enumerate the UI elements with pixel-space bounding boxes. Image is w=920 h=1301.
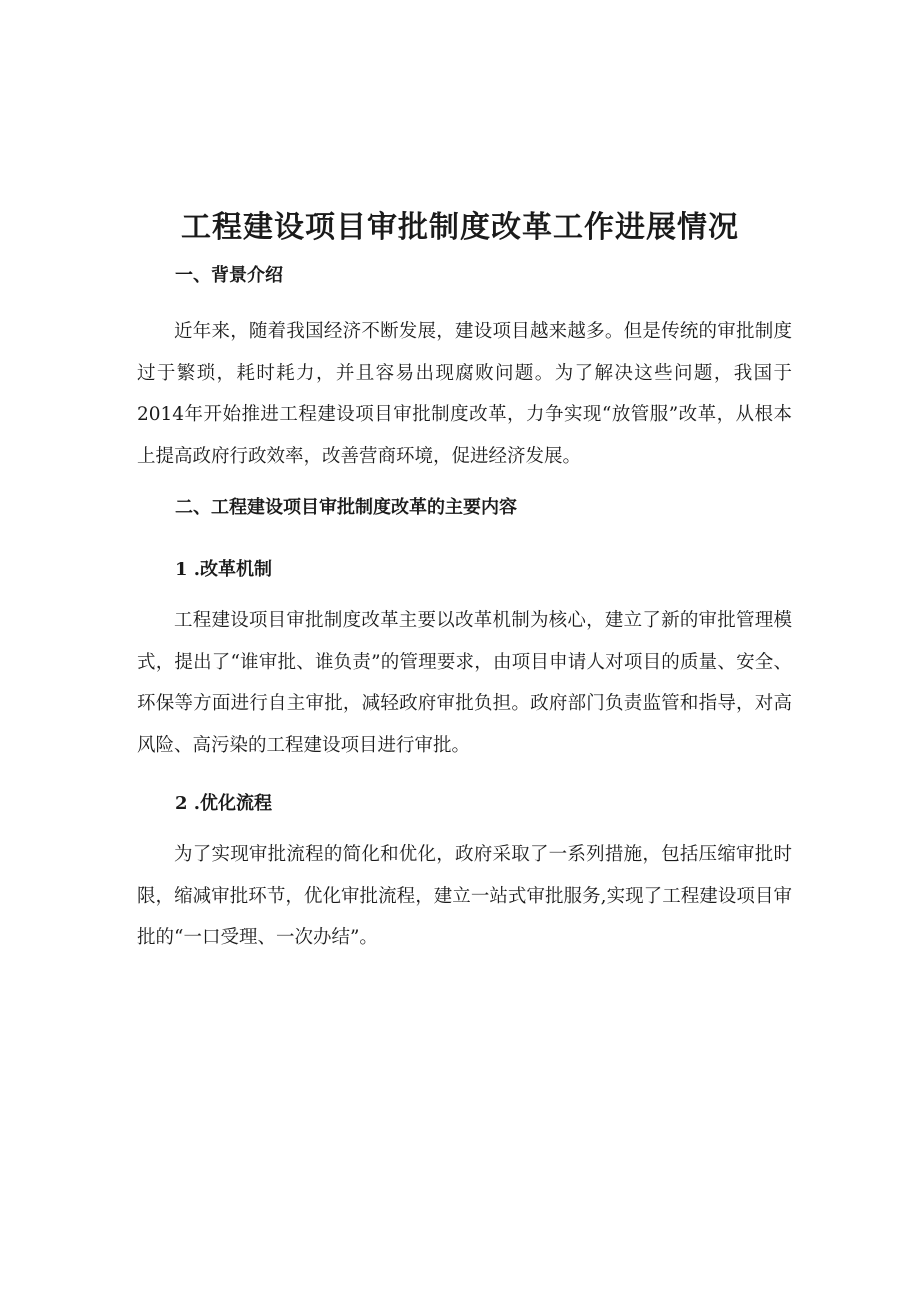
section-heading-main-content: 二、工程建设项目审批制度改革的主要内容: [175, 497, 517, 518]
paragraph-reform-mechanism: 工程建设项目审批制度改革主要以改革机制为核心，建立了新的审批管理模式，提出了“谁审批、谁负责”的管理要求，由项目申请人对项目的质量、安全、环保等方面进行自主审批，减轻政府审批负担。政府部门负责监管和指导，对高风险、高污染的工程建设项目进行审批。: [137, 610, 792, 756]
paragraph-background: 近年来，随着我国经济不断发展，建设项目越来越多。但是传统的审批制度过于繁琐，耗时耗力，并且容易出现腐败问题。为了解决这些问题，我国于2014年开始推进工程建设项目审批制度改革，力争实现“放管服”改革，从根本上提高政府行政效率，改善营商环境，促进经济发展。: [137, 321, 792, 467]
document-title: 工程建设项目审批制度改革工作进展情况: [181, 210, 739, 245]
paragraph-optimize-process: 为了实现审批流程的简化和优化，政府采取了一系列措施，包括压缩审批时限，缩减审批环节，优化审批流程，建立一站式审批服务,实现了工程建设项目审批的“一口受理、一次办结”。: [137, 844, 792, 948]
section-heading-background: 一、背景介绍: [175, 265, 283, 286]
subsection-heading-reform-mechanism: 1 .改革机制: [175, 559, 273, 580]
subsection-heading-optimize-process: 2 .优化流程: [175, 793, 273, 814]
